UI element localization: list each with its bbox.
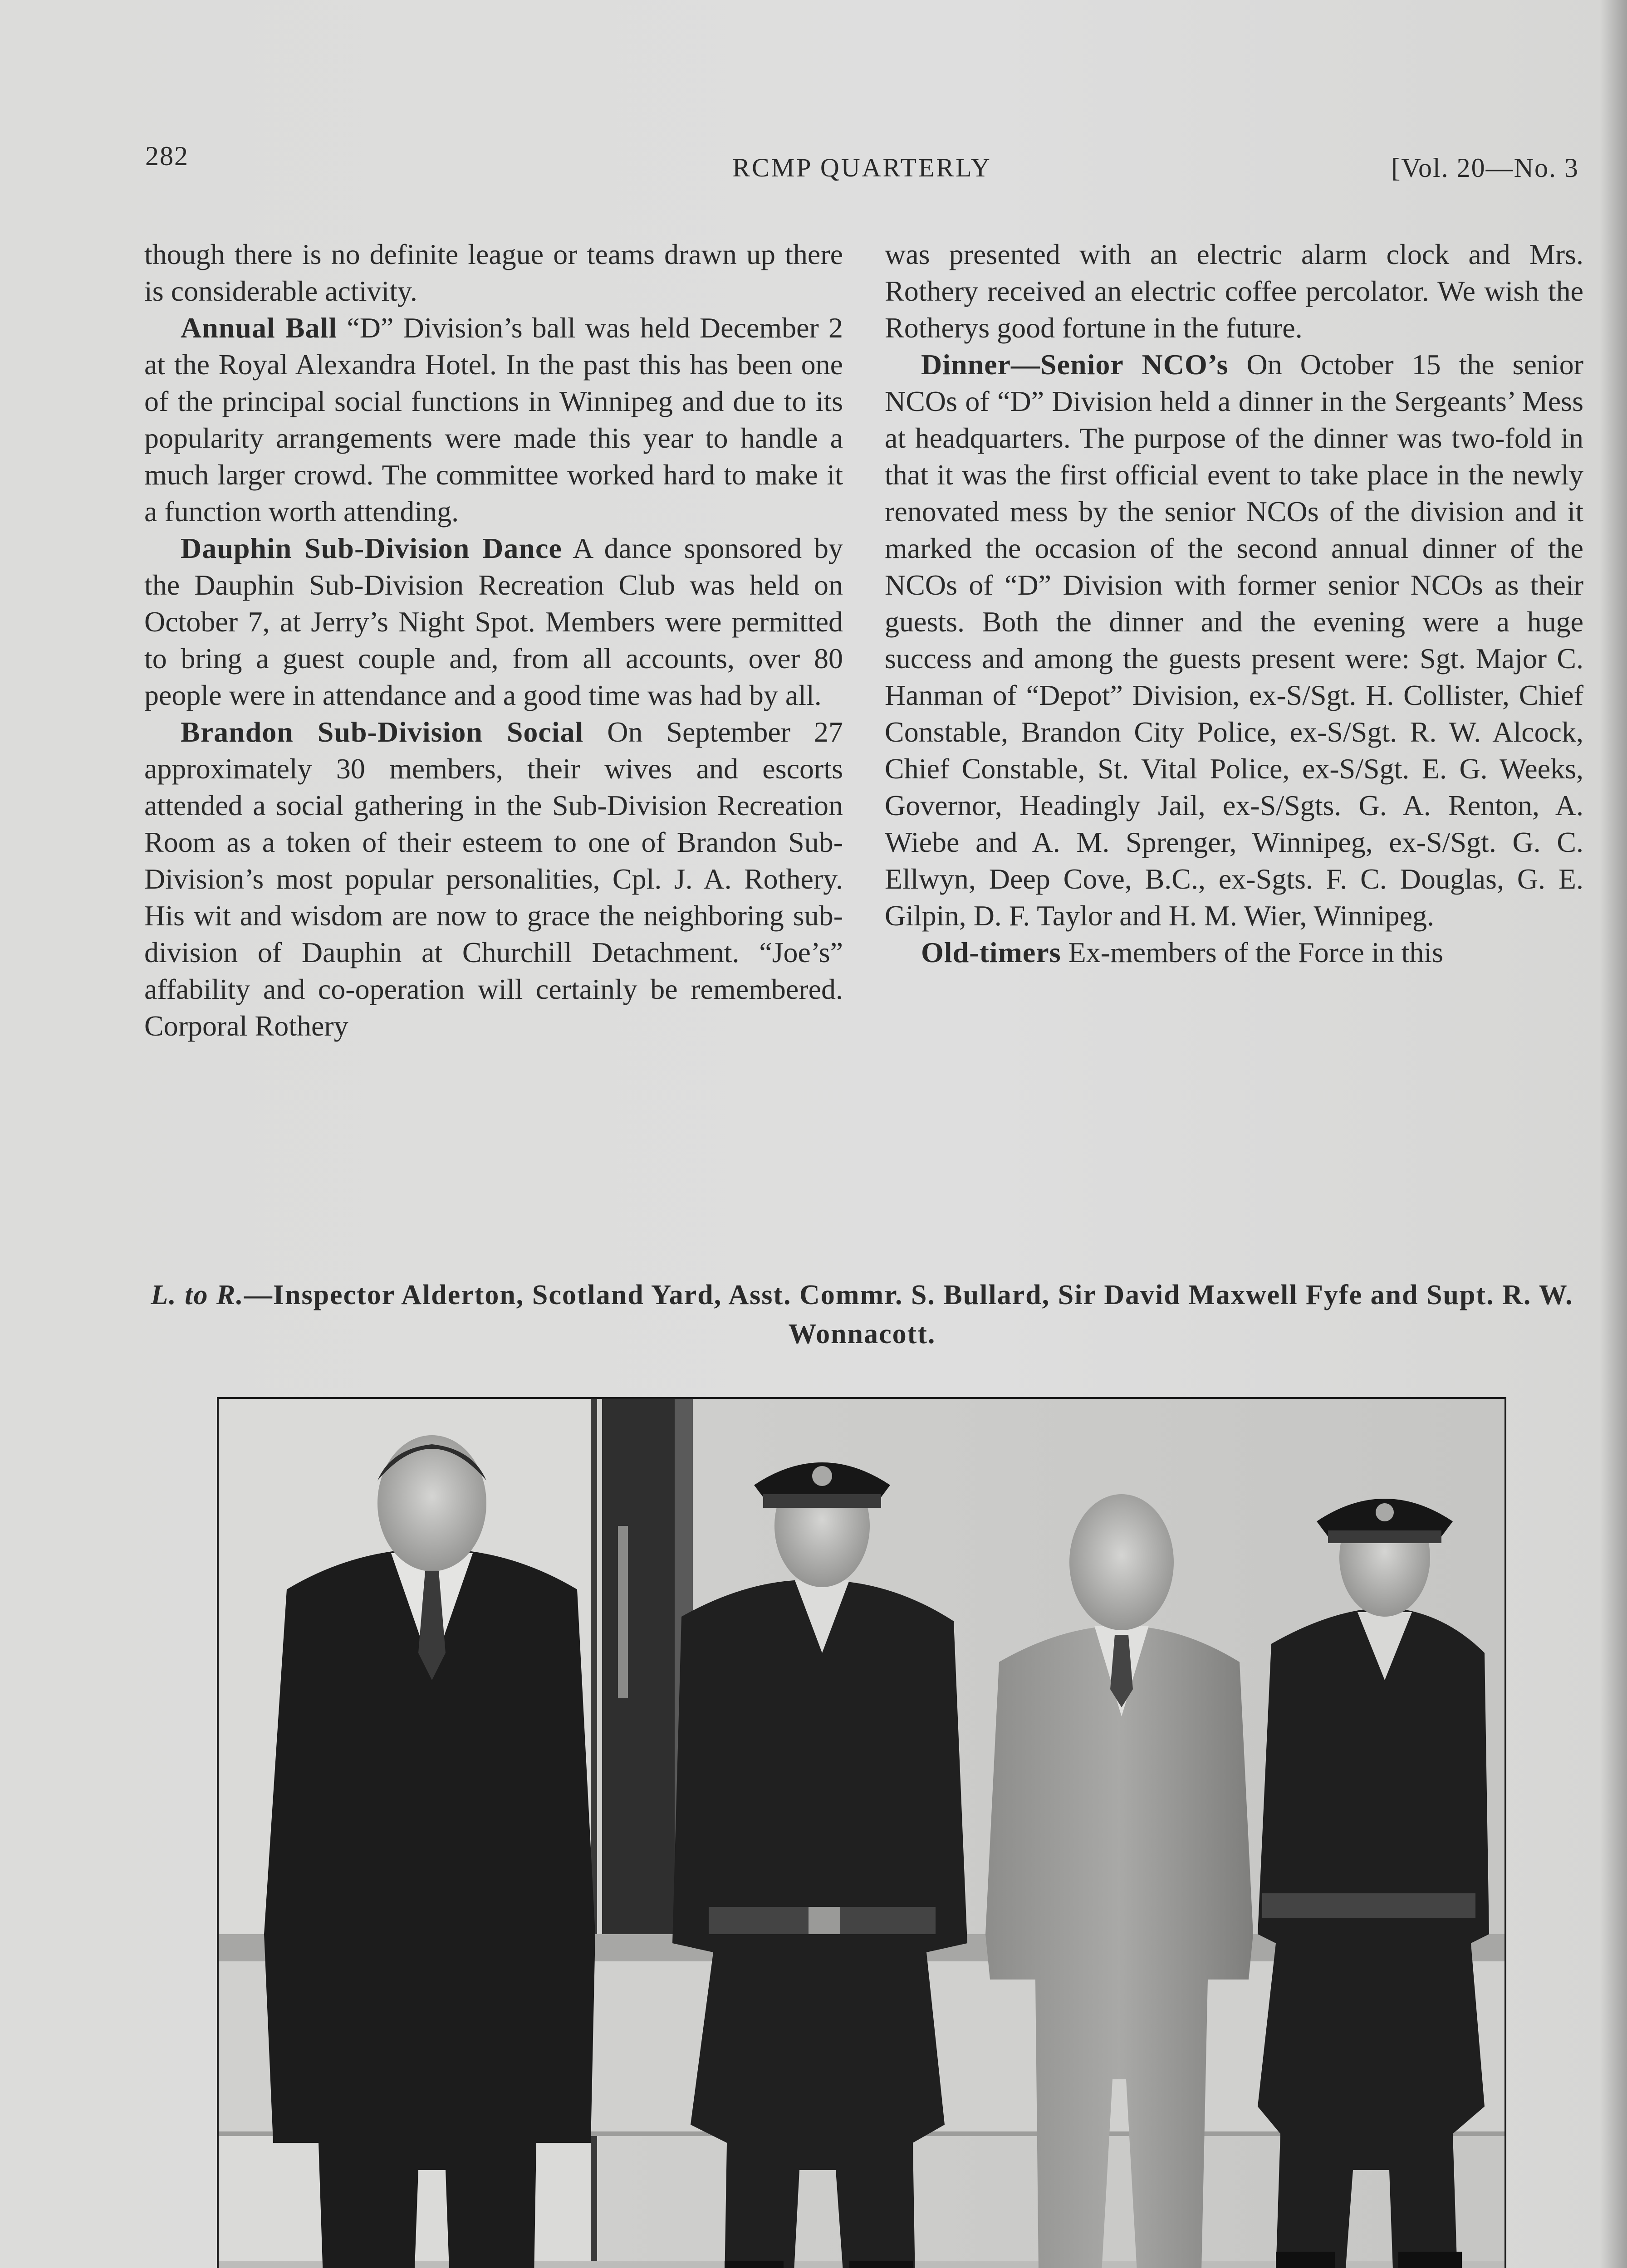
running-title: RCMP QUARTERLY bbox=[732, 153, 992, 182]
paragraph bbox=[144, 309, 843, 530]
section-heading: Old-timers bbox=[921, 936, 1061, 968]
paragraph-text: A dance sponsored by the Dauphin Sub-Division Recreation Club was held on October 7, at Jerry’s Night Spot. Members were permitted to bring a guest couple and, from all accounts, over 80 people were in attendance and a good time was had by all. bbox=[144, 532, 843, 711]
page-header bbox=[145, 141, 1579, 186]
group-photograph bbox=[217, 1397, 1506, 2268]
caption-lead: L. to R. bbox=[151, 1280, 244, 1310]
photo-caption bbox=[145, 1276, 1579, 1354]
paragraph bbox=[885, 236, 1583, 346]
paragraph bbox=[144, 714, 843, 1044]
issue-label: [Vol. 20—No. 3 bbox=[1391, 153, 1579, 183]
section-heading: Brandon Sub-Division Social bbox=[181, 716, 584, 748]
paragraph-text: though there is no definite league or teams drawn up there is considerable activity. bbox=[144, 238, 843, 307]
page-number: 282 bbox=[145, 141, 189, 171]
page-edge-shadow bbox=[1600, 0, 1627, 2268]
section-heading: Annual Ball bbox=[181, 312, 338, 344]
paragraph bbox=[144, 236, 843, 309]
caption-text: —Inspector Alderton, Scotland Yard, Asst. Commr. S. Bullard, Sir David Maxwell Fyfe and Supt. R. W. Wonnacott. bbox=[244, 1280, 1573, 1349]
paragraph bbox=[885, 934, 1583, 971]
paragraph bbox=[885, 346, 1583, 934]
paragraph-text: “D” Division’s ball was held December 2 at the Royal Alexandra Hotel. In the past this has been one of the principal social functions in Winnipeg and due to its popularity arrangements were made this year to handle a much larger crowd. The committee worked hard to make it a function worth attending. bbox=[144, 312, 843, 528]
section-heading: Dinner—Senior NCO’s bbox=[921, 348, 1229, 381]
paragraph-text: was presented with an electric alarm clock and Mrs. Rothery received an electric coffee percolator. We wish the Rotherys good fortune in the future. bbox=[885, 238, 1583, 344]
paragraph bbox=[144, 530, 843, 714]
right-column bbox=[885, 236, 1583, 971]
left-column bbox=[144, 236, 843, 1044]
paragraph-text: On September 27 approximately 30 members, their wives and escorts attended a social gathering in the Sub-Division Recreation Room as a token of their esteem to one of Brandon Sub-Division’s most popular personalities, Cpl. J. A. Rothery. His wit and wisdom are now to grace the neighboring sub-division of Dauphin at Churchill Detachment. “Joe’s” affability and co-operation will certainly be remembered. Corporal Rothery bbox=[144, 716, 843, 1042]
paragraph-text: On October 15 the senior NCOs of “D” Division held a dinner in the Sergeants’ Mess at headquarters. The purpose of the dinner was two-fold in that it was the first official event to take place in the newly renovated mess by the senior NCOs of the division and it marked the occasion of the second annual dinner of the NCOs of “D” Division with former senior NCOs as their guests. Both the dinner and the evening were a huge success and among the guests present were: Sgt. Major C. Hanman of “Depot” Division, ex-S/Sgt. H. Collister, Chief Constable, Brandon City Police, ex-S/Sgt. R. W. Alcock, Chief Constable, St. Vital Police, ex-S/Sgt. E. G. Weeks, Governor, Headingly Jail, ex-S/Sgts. G. A. Renton, A. Wiebe and A. M. Sprenger, Winnipeg, ex-S/Sgt. G. C. Ellwyn, Deep Cove, B.C., ex-Sgts. F. C. Douglas, G. E. Gilpin, D. F. Taylor and H. M. Wier, Winnipeg. bbox=[885, 348, 1584, 932]
section-heading: Dauphin Sub-Division Dance bbox=[181, 532, 562, 564]
photo-illustration bbox=[219, 1399, 1504, 2268]
paragraph-text: Ex-members of the Force in this bbox=[1061, 936, 1444, 968]
